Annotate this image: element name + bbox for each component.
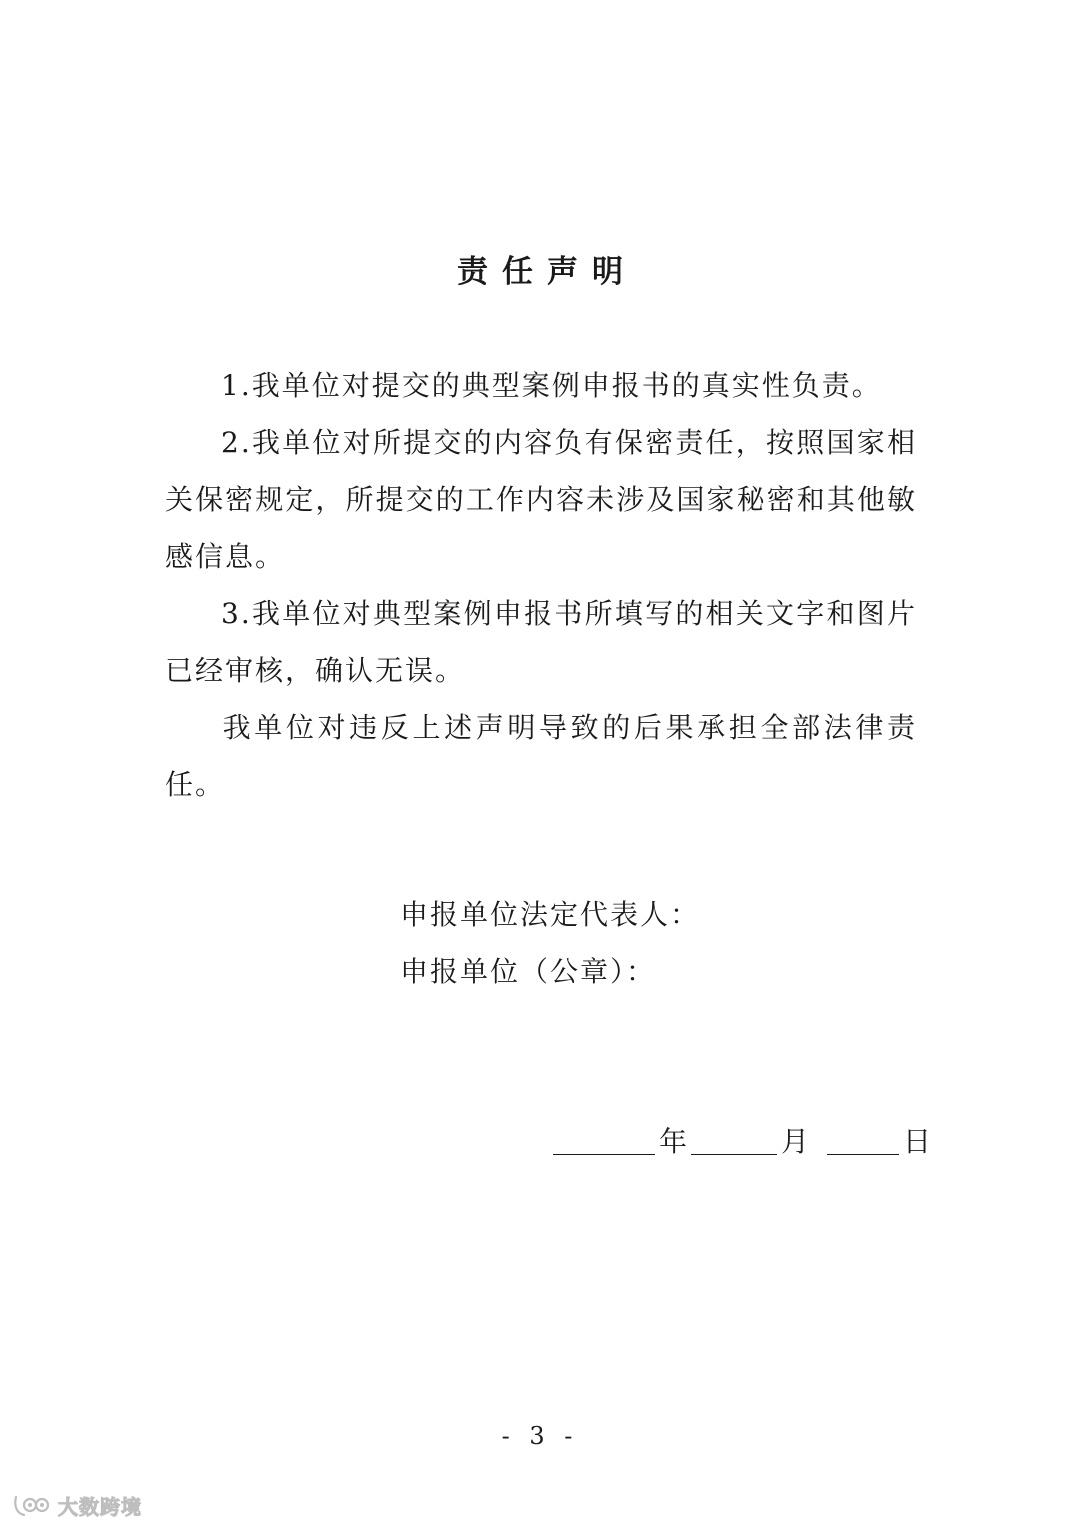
day-blank [827, 1120, 899, 1155]
statement-paragraph-1 [165, 357, 917, 414]
watermark-text: 大数跨境 [58, 1494, 142, 1519]
year-blank [553, 1120, 655, 1155]
unit-seal-label: 申报单位（公章）： [400, 955, 657, 988]
statement-text-4: 我单位对违反上述声明导致的后果承担全部法律责任。 [165, 711, 917, 801]
month-blank [691, 1120, 777, 1155]
statement-paragraph-4 [165, 699, 917, 813]
watermark [12, 1488, 142, 1522]
statement-text-2: 2.我单位对所提交的内容负有保密责任，按照国家相关保密规定，所提交的工作内容未涉及国家秘密和其他敏感信息。 [165, 426, 917, 573]
page-number: - 3 - [501, 1422, 579, 1450]
day-label: 日 [903, 1125, 932, 1158]
month-label: 月 [781, 1125, 810, 1158]
watermark-logo-icon [12, 1491, 52, 1519]
date-line [553, 1120, 935, 1164]
legal-rep-label: 申报单位法定代表人： [400, 898, 701, 931]
statement-paragraph-3 [165, 585, 917, 699]
statement-paragraph-2 [165, 414, 917, 585]
page-title: 责任声明 [457, 254, 637, 290]
year-label: 年 [659, 1125, 688, 1158]
statement-text-1: 1.我单位对提交的典型案例申报书的真实性负责。 [221, 369, 882, 402]
statement-text-3: 3.我单位对典型案例申报书所填写的相关文字和图片已经审核，确认无误。 [165, 597, 917, 687]
